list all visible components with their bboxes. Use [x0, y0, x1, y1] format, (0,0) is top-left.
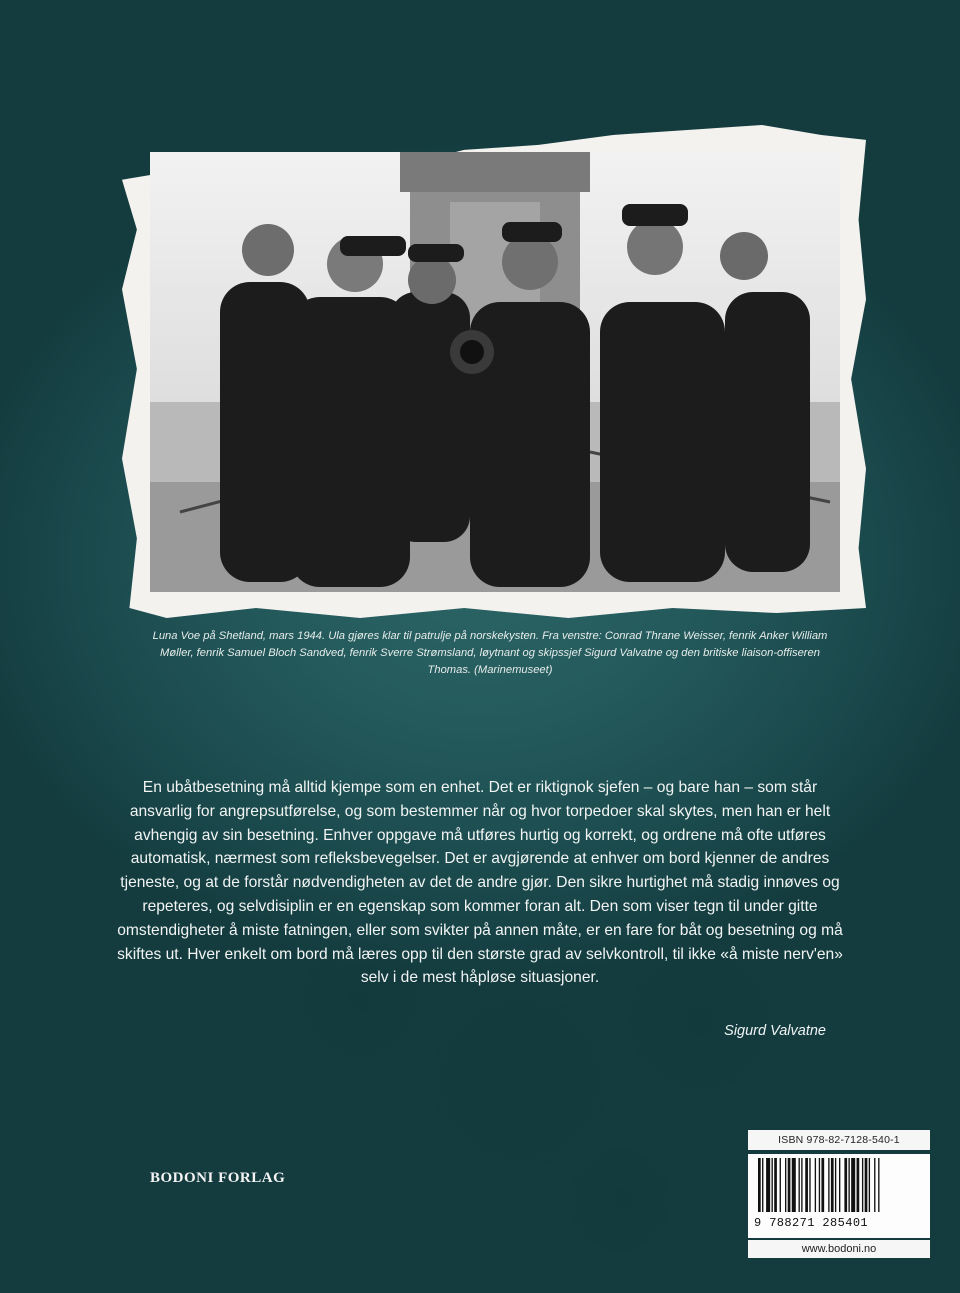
barcode-bar [785, 1158, 786, 1212]
barcode-bar [774, 1158, 777, 1212]
barcode-bar [772, 1158, 773, 1212]
barcode-bar [792, 1158, 796, 1212]
barcode-bar [780, 1158, 781, 1212]
barcode-bar [851, 1158, 855, 1212]
body-quote [112, 776, 848, 990]
barcode-bar [874, 1158, 875, 1212]
barcode-bar [766, 1158, 770, 1212]
photo-caption: Luna Voe på Shetland, mars 1944. Ula gjøres klar til patrulje på norskekysten. Fra venstre: Conrad Thrane Weisser, fenrik Anker William Møller, fenrik Samuel Bloch Sandved, fenrik Sverre Strømsland, løytnant og skipssjef Sigurd Valvatne og den britiske liaison-offiseren Thomas. (Marinemuseet) [152, 630, 828, 676]
publisher-name: BODONI FORLAG [150, 1170, 286, 1186]
barcode-bar [835, 1158, 836, 1212]
barcode-bar [831, 1158, 834, 1212]
barcode-block [748, 1130, 930, 1260]
barcode-bar [799, 1158, 800, 1212]
barcode-bar [839, 1158, 840, 1212]
barcode-bars [748, 1154, 930, 1214]
barcode-bar [809, 1158, 810, 1212]
barcode-bar [801, 1158, 802, 1212]
barcode-bar [857, 1158, 860, 1212]
barcode-bar [805, 1158, 808, 1212]
barcode-bar [762, 1158, 763, 1212]
barcode-bar [865, 1158, 868, 1212]
barcode-bar [788, 1158, 791, 1212]
barcode-bar [869, 1158, 870, 1212]
barcode-bar [828, 1158, 829, 1212]
barcode-bar [758, 1158, 761, 1212]
isbn-label: ISBN 978-82-7128-540-1 [748, 1130, 930, 1150]
barcode-bar [844, 1158, 847, 1212]
barcode-digits: 9 788271 285401 [754, 1216, 926, 1230]
barcode-bar [821, 1158, 824, 1212]
barcode-bar [848, 1158, 849, 1212]
barcode-bar [862, 1158, 863, 1212]
barcode-bar [819, 1158, 820, 1212]
publisher-website: www.bodoni.no [748, 1240, 930, 1258]
barcode [748, 1154, 930, 1238]
barcode-bar [815, 1158, 816, 1212]
crew-photo [150, 152, 840, 592]
barcode-bar [878, 1158, 879, 1212]
quote-text: En ubåtbesetning må alltid kjempe som en enhet. Det er riktignok sjefen – og bare han – som står ansvarlig for angrepsutførelse, og som bestemmer når og hvor torpedoer skal skytes, men han er helt avhengig av sin besetning. Enhver oppgave må utføres hurtig og korrekt, og ordrene må ofte utføres automatisk, nærmest som refleksbevegelser. Det er avgjørende at enhver om bord kjenner de andres tjeneste, og at de forstår nødvendigheten av det de andre gjør. Den sikre hurtighet må stadig innøves og repeteres, og selvdisiplin er en egenskap som kommer foran alt. Den som viser tegn til under gitte omstendigheter å miste fatningen, eller som svikter på annen måte, er en fare for båt og besetning og må skiftes ut. Hver enkelt om bord må læres opp til den største grad av selvkontroll, til ikke «å miste nerv'en» selv i de mest håpløse situasjoner. [117, 779, 843, 987]
quote-signature: Sigurd Valvatne [724, 1023, 826, 1039]
